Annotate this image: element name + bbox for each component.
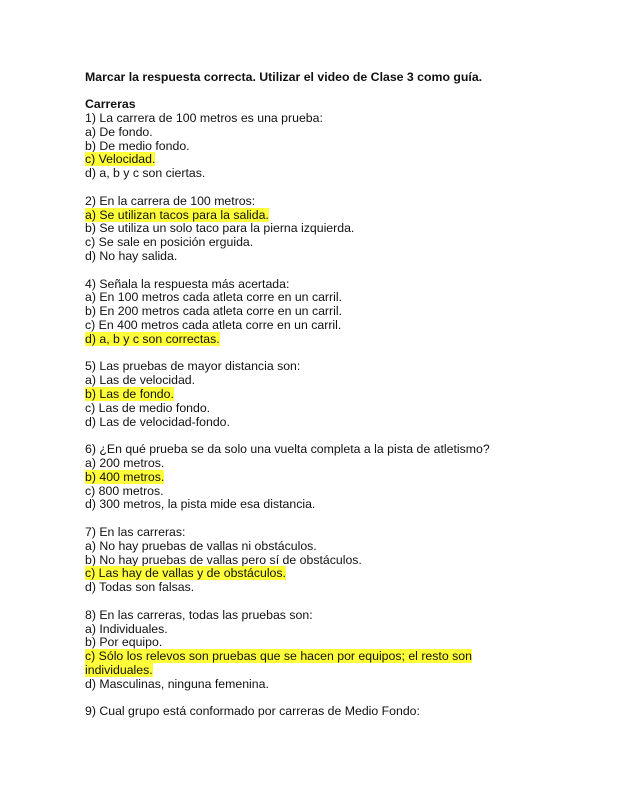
document-title: Marcar la respuesta correcta. Utilizar el video de Clase 3 como guía. [85,70,483,84]
question-text: 1) La carrera de 100 metros es una prueba: [85,111,323,126]
answer-option: a) De fondo. [85,124,153,139]
question-4 [85,278,585,347]
answer-option: b) De medio fondo. [85,138,190,153]
answer-option: d) Masculinas, ninguna femenina. [85,676,269,691]
section-heading: Carreras [85,97,136,112]
answer-option-correct: c) Sólo los relevos son pruebas que se hacen por equipos; el resto son individuales. [85,649,472,677]
answer-option-correct: a) Se utilizan tacos para la salida. [85,207,269,222]
answer-option: b) En 200 metros cada atleta corre en un carril. [85,304,342,319]
answer-option: a) 200 metros. [85,456,165,471]
answer-option-correct: b) Las de fondo. [85,387,174,402]
question-text: 5) Las pruebas de mayor distancia son: [85,359,301,374]
question-6 [85,443,585,512]
document-content [85,71,585,733]
question-8 [85,609,585,692]
question-1 [85,112,585,181]
answer-option: a) Individuales. [85,621,168,636]
answer-option: b) Se utiliza un solo taco para la pierna izquierda. [85,221,355,236]
question-text: 9) Cual grupo está conformado por carreras de Medio Fondo: [85,704,420,719]
answer-option: b) Por equipo. [85,635,163,650]
question-text: 2) En la carrera de 100 metros: [85,193,256,208]
answer-option: c) 800 metros. [85,483,164,498]
question-text: 8) En las carreras, todas las pruebas son: [85,607,313,622]
answer-option-correct: c) Velocidad. [85,152,156,167]
question-5 [85,360,585,429]
answer-option: d) Todas son falsas. [85,580,195,595]
answer-option: a) En 100 metros cada atleta corre en un carril. [85,290,342,305]
answer-option: a) No hay pruebas de vallas ni obstáculos. [85,538,317,553]
answer-option-correct: d) a, b y c son correctas. [85,331,220,346]
question-text: 7) En las carreras: [85,525,186,539]
answer-option: d) a, b y c son ciertas. [85,166,206,181]
answer-option: d) No hay salida. [85,249,178,264]
answer-option-correct: b) 400 metros. [85,469,165,484]
question-9 [85,705,585,719]
question-7 [85,526,585,595]
question-text: 4) Señala la respuesta más acertada: [85,276,290,291]
question-text: 6) ¿En qué prueba se da solo una vuelta completa a la pista de atletismo? [85,442,490,457]
answer-option-correct: c) Las hay de vallas y de obstáculos. [85,566,286,581]
answer-option: d) Las de velocidad-fondo. [85,414,230,429]
answer-option: c) En 400 metros cada atleta corre en un carril. [85,318,342,333]
question-2 [85,195,585,264]
answer-option: a) Las de velocidad. [85,373,196,388]
answer-option: b) No hay pruebas de vallas pero sí de obstáculos. [85,552,362,567]
answer-option: c) Se sale en posición erguida. [85,235,254,250]
answer-option: c) Las de medio fondo. [85,400,211,415]
answer-option: d) 300 metros, la pista mide esa distancia. [85,497,316,512]
